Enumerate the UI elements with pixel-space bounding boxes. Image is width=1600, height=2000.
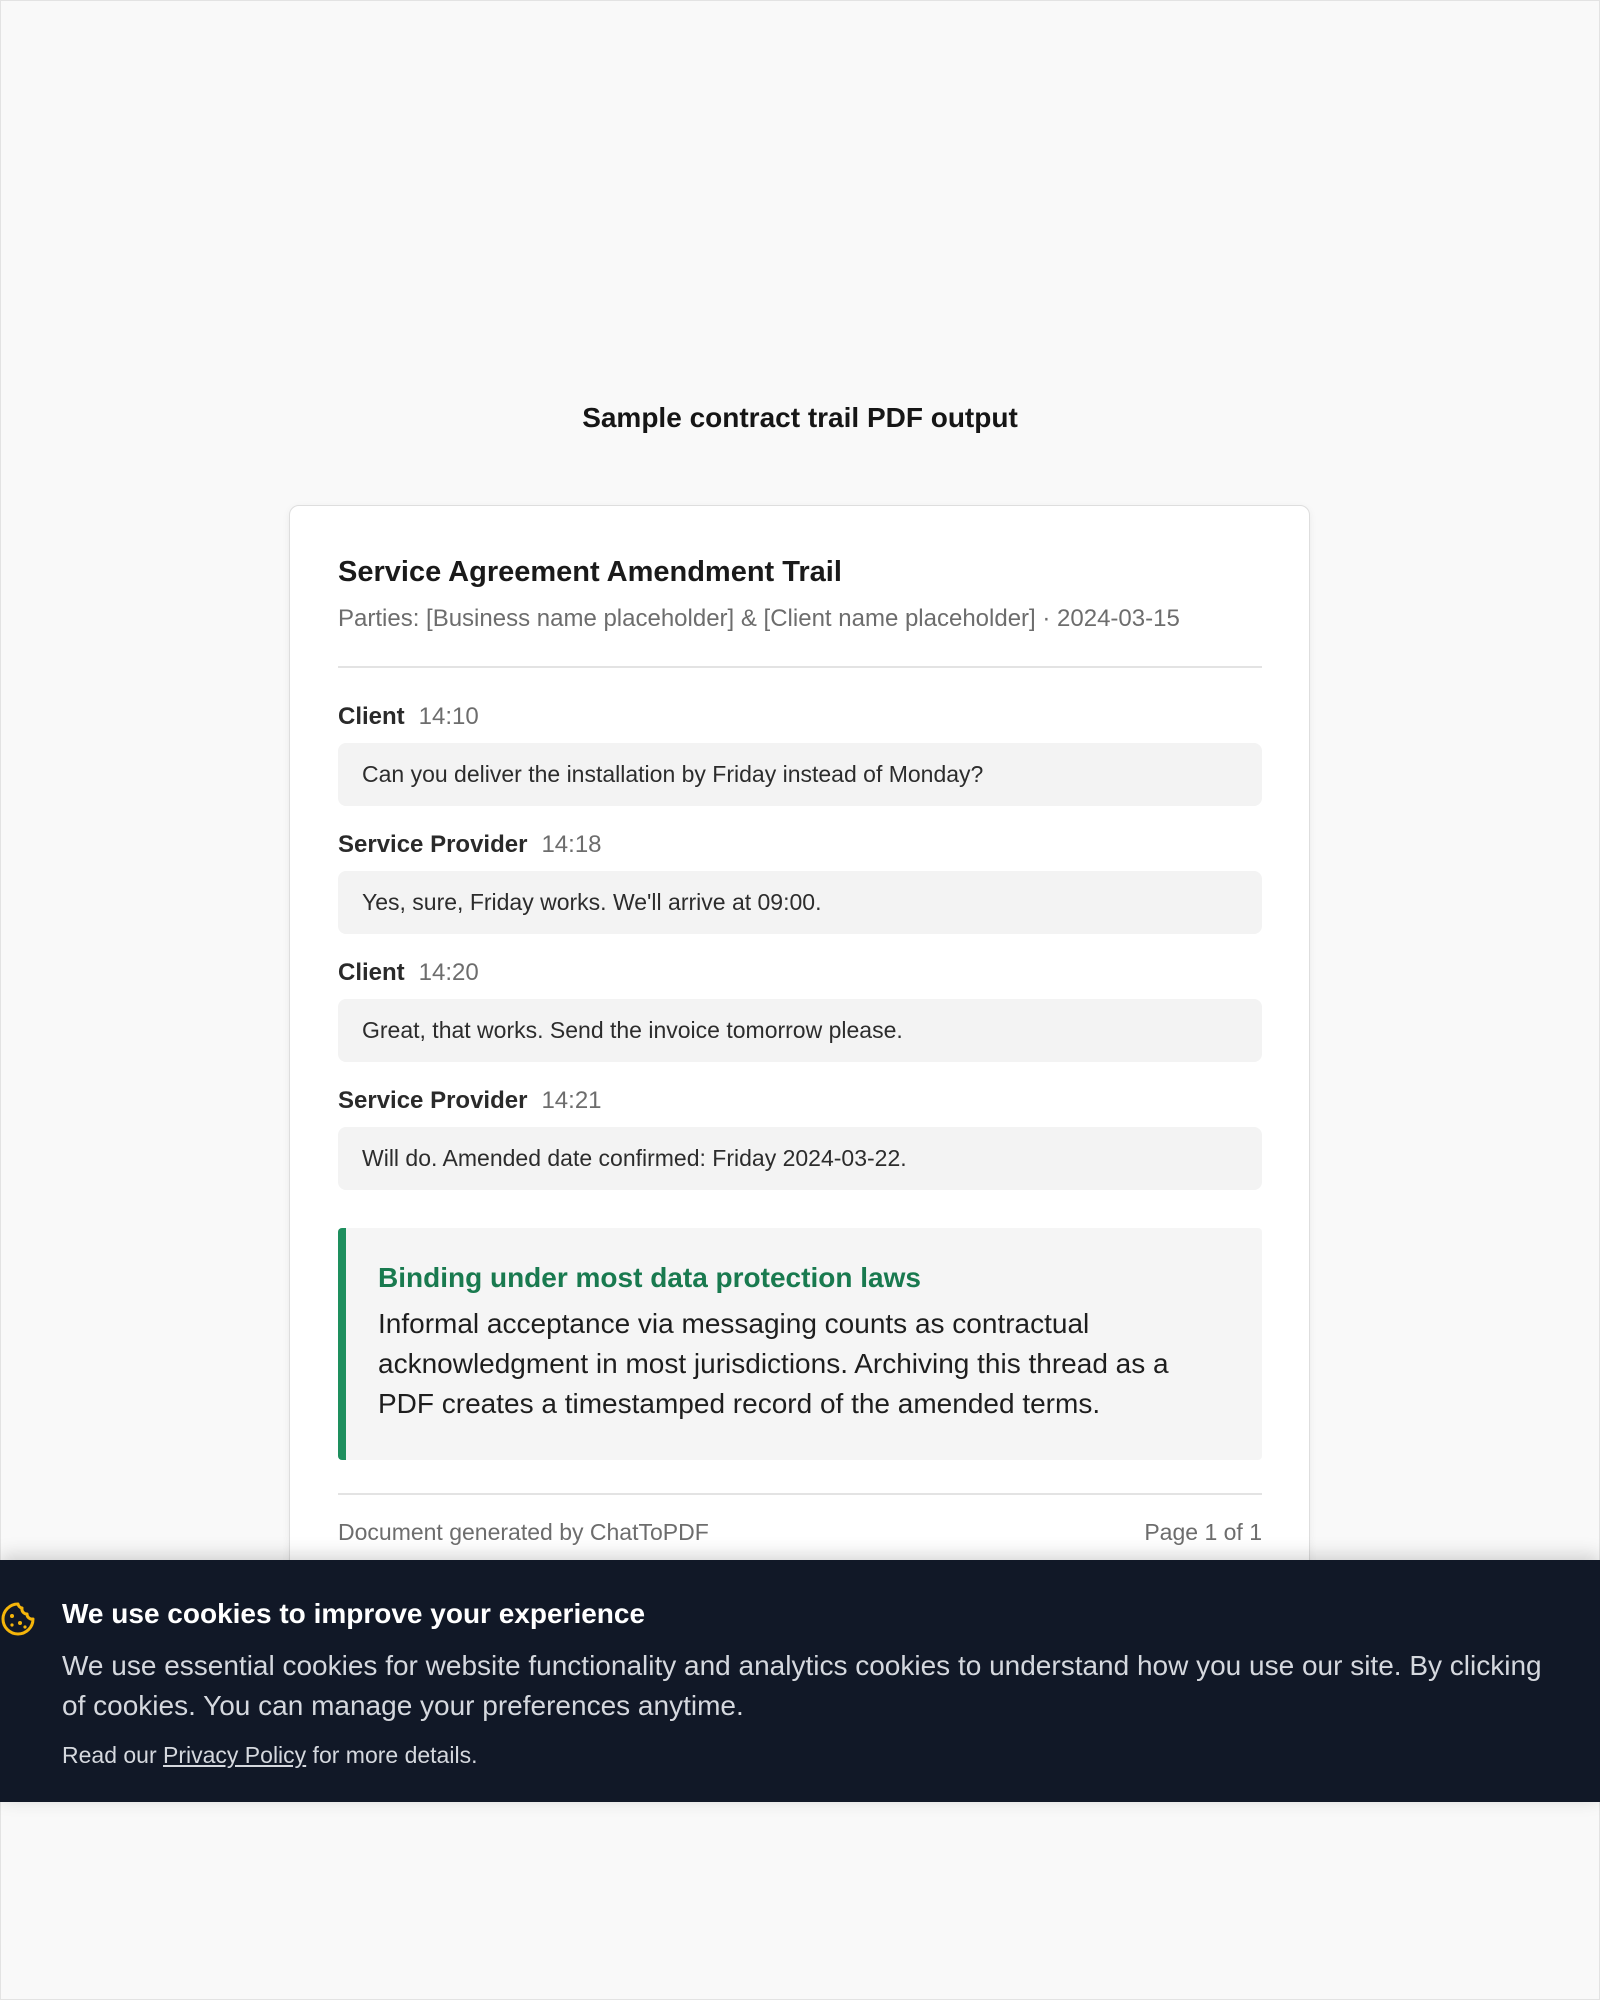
message-item <box>338 830 1262 934</box>
header-divider <box>338 666 1262 668</box>
pdf-preview-card <box>289 505 1310 1605</box>
policy-prefix: Read our <box>62 1742 164 1768</box>
cookie-banner-text-line-1: We use essential cookies for website functionality and analytics cookies to understand how you use our site. By clicking <box>62 1650 1542 1681</box>
document-title: Service Agreement Amendment Trail <box>338 556 842 588</box>
cookie-banner-text <box>62 1646 1600 1726</box>
message-item <box>338 702 1262 806</box>
message-item <box>338 958 1262 1062</box>
cookie-banner <box>0 1560 1600 1802</box>
callout-title: Binding under most data protection laws <box>378 1262 921 1293</box>
policy-suffix: for more details. <box>306 1742 478 1768</box>
cookie-banner-title: We use cookies to improve your experience <box>62 1598 646 1629</box>
footer-page-number: Page 1 of 1 <box>1144 1519 1262 1545</box>
message-bubble: Will do. Amended date confirmed: Friday 2024-03-22. <box>338 1127 1262 1190</box>
message-bubble: Great, that works. Send the invoice tomorrow please. <box>338 999 1262 1062</box>
callout-body: Informal acceptance via messaging counts as contractual acknowledgment in most jurisdictions. Archiving this thread as a PDF creates a timestamped record of the amended terms. <box>378 1308 1169 1419</box>
page-heading: Sample contract trail PDF output <box>582 402 1018 433</box>
message-bubble: Yes, sure, Friday works. We'll arrive at 09:00. <box>338 871 1262 934</box>
message-item <box>338 1086 1262 1190</box>
legal-callout <box>338 1228 1262 1460</box>
message-time: 14:18 <box>541 831 602 858</box>
footer-generated-by: Document generated by ChatToPDF <box>338 1519 709 1545</box>
cookie-policy-line <box>62 1742 477 1769</box>
document-subtitle: Parties: [Business name placeholder] & [Client name placeholder] · 2024-03-15 <box>338 605 1180 632</box>
message-time: 14:20 <box>418 959 479 986</box>
cookie-icon <box>0 1601 36 1637</box>
message-bubble: Can you deliver the installation by Friday instead of Monday? <box>338 743 1262 806</box>
message-time: 14:10 <box>418 703 479 730</box>
privacy-policy-link[interactable]: Privacy Policy <box>163 1742 307 1768</box>
message-sender: Service Provider <box>338 831 528 858</box>
footer-divider <box>338 1493 1262 1495</box>
message-sender: Client <box>338 703 405 730</box>
message-time: 14:21 <box>541 1087 602 1114</box>
cookie-banner-text-line-2: of cookies. You can manage your preferences anytime. <box>62 1690 744 1721</box>
message-sender: Service Provider <box>338 1087 528 1114</box>
message-sender: Client <box>338 959 405 986</box>
